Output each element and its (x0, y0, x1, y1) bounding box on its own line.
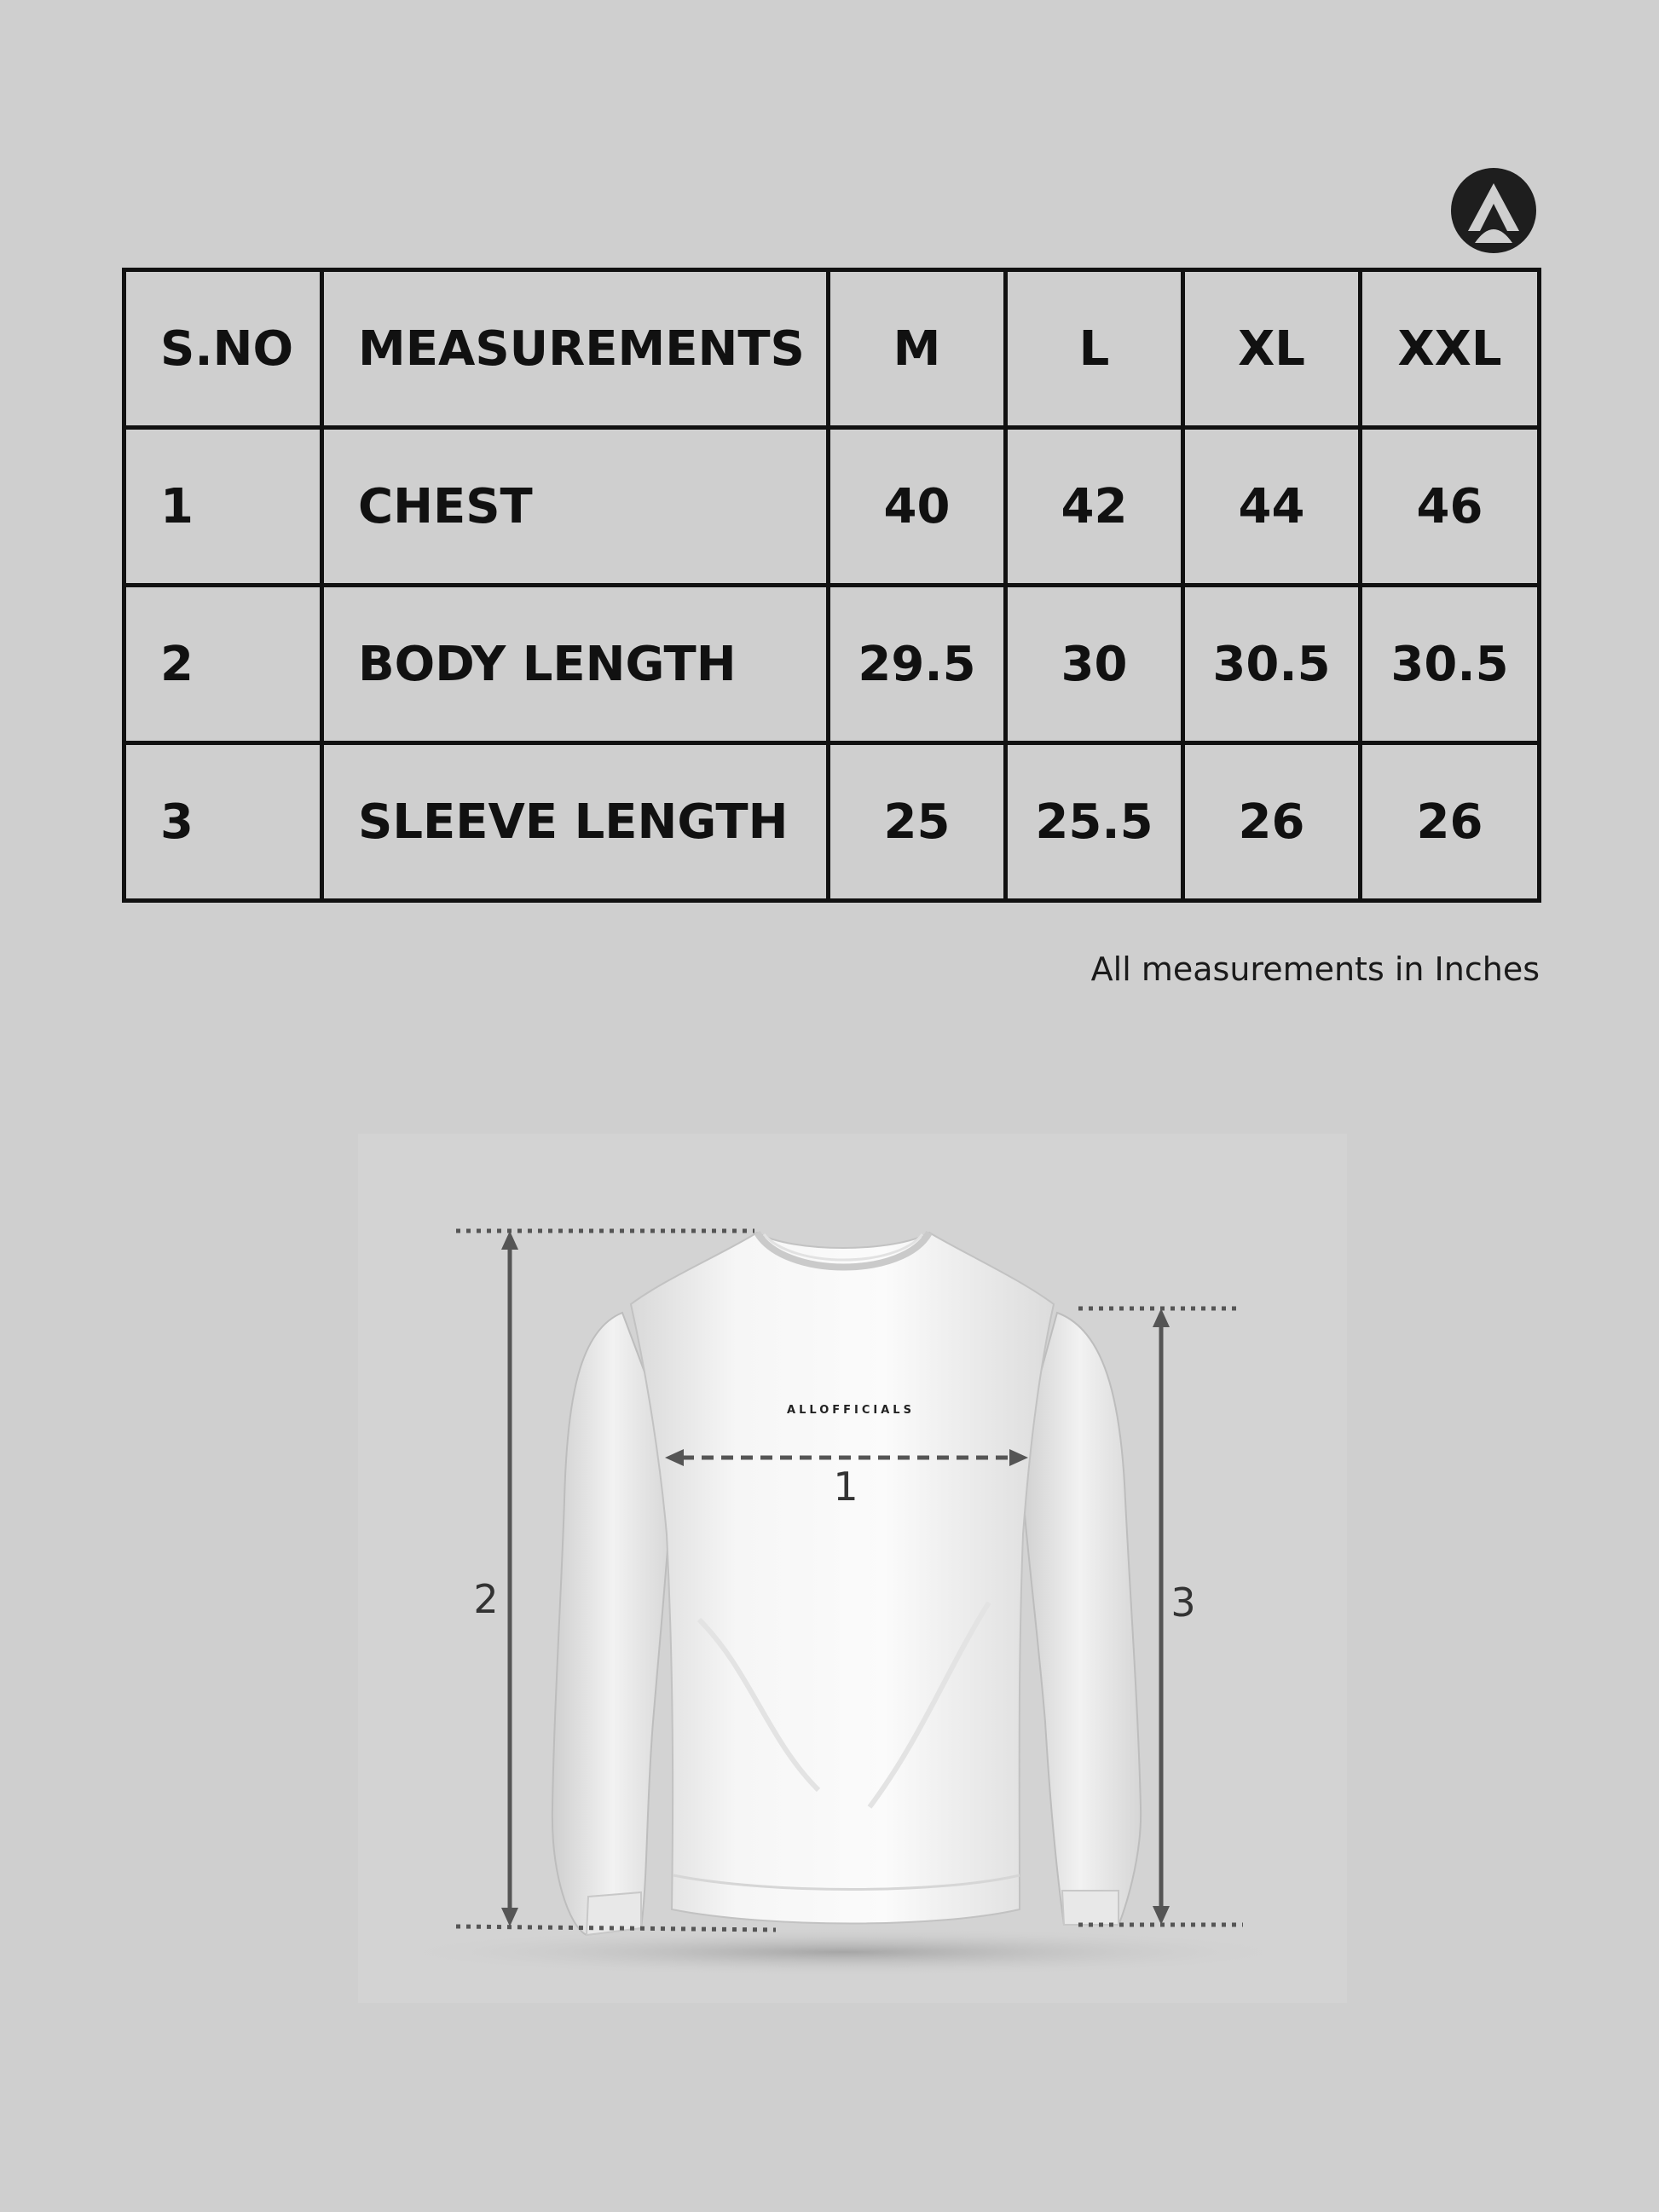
cell-size-xxl: 26 (1361, 743, 1540, 901)
cell-size-xl: 44 (1183, 428, 1361, 586)
sleeve-length-label: 3 (1171, 1580, 1196, 1626)
cell-sno: 1 (124, 428, 322, 586)
shirt-body (631, 1233, 1054, 1924)
cell-size-xl: 30.5 (1183, 586, 1361, 743)
chest-label: 1 (833, 1464, 858, 1510)
table-row (124, 743, 1540, 901)
table-row (124, 586, 1540, 743)
cell-sno: 2 (124, 586, 322, 743)
cell-measurement: SLEEVE LENGTH (322, 743, 829, 901)
cell-size-l: 30 (1006, 586, 1183, 743)
brand-logo-icon (1448, 165, 1540, 257)
cell-size-m: 29.5 (829, 586, 1006, 743)
cell-size-l: 42 (1006, 428, 1183, 586)
units-note: All measurements in Inches (1090, 950, 1540, 988)
header-measurements: MEASUREMENTS (322, 270, 829, 428)
header-size-xl: XL (1183, 270, 1361, 428)
chest-brand-print: ALLOFFICIALS (787, 1404, 915, 1417)
table-row (124, 428, 1540, 586)
cell-size-xxl: 30.5 (1361, 586, 1540, 743)
floor-shadow (401, 1928, 1287, 1976)
body-length-label: 2 (473, 1576, 499, 1622)
cell-size-xxl: 46 (1361, 428, 1540, 586)
cell-sno: 3 (124, 743, 322, 901)
cell-size-m: 25 (829, 743, 1006, 901)
cell-size-xl: 26 (1183, 743, 1361, 901)
cell-measurement: BODY LENGTH (322, 586, 829, 743)
header-size-l: L (1006, 270, 1183, 428)
header-sno: S.NO (124, 270, 322, 428)
cell-size-l: 25.5 (1006, 743, 1183, 901)
table-header-row (124, 270, 1540, 428)
header-size-m: M (829, 270, 1006, 428)
cell-size-m: 40 (829, 428, 1006, 586)
cell-measurement: CHEST (322, 428, 829, 586)
size-chart-table (122, 268, 1541, 903)
header-size-xxl: XXL (1361, 270, 1540, 428)
garment-measurement-diagram (0, 1066, 1659, 2046)
